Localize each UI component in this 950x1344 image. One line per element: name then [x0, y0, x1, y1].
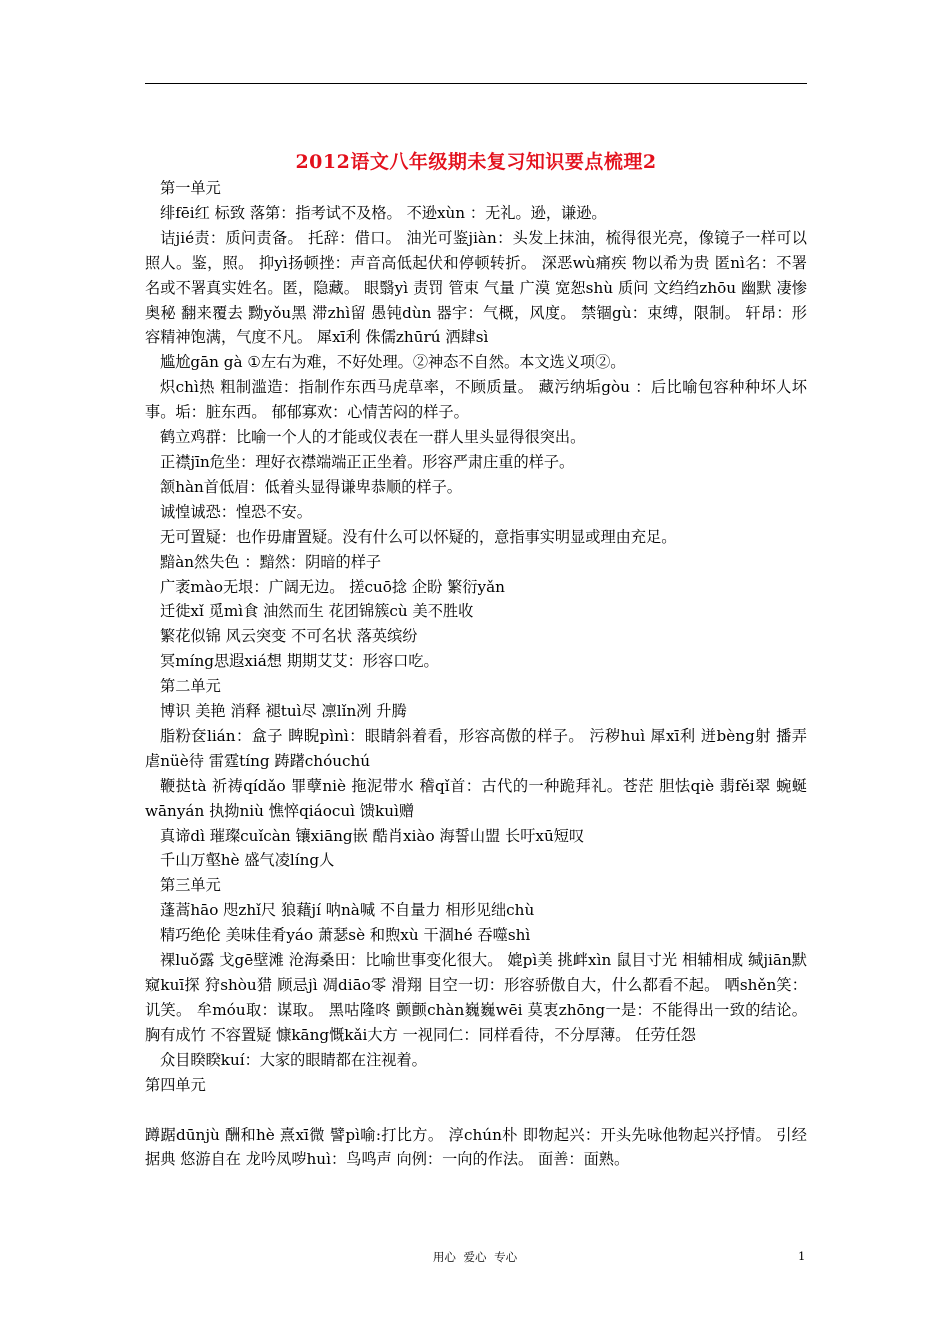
paragraph: 繁花似锦 风云突变 不可名状 落英缤纷	[160, 627, 418, 646]
paragraph: 绯fēi红 标致 落第：指考试不及格。 不逊xùn ：无礼。逊，谦逊。	[160, 203, 607, 222]
paragraph: 鹤立鸡群：比喻一个人的才能或仪表在一群人里头显得很突出。	[160, 428, 586, 447]
paragraph: 无可置疑：也作毋庸置疑。没有什么可以怀疑的，意指事实明显或理由充足。	[160, 527, 677, 546]
paragraph: 正襟jīn危坐：理好衣襟端端正正坐着。形容严肃庄重的样子。	[160, 452, 575, 471]
paragraph: 蹲踞dūnjù 酬和hè 熹xī微 譬pì喻:打比方。 淳chún朴 即物起兴：开头先咏他物起兴抒情。 引经据典 悠游自在 龙吟凤哕huì：鸟鸣声 向例：一向的作法。 面善：面熟。	[145, 1125, 807, 1169]
paragraph: 广袤mào无垠：广阔无边。 搓cuō捻 企盼 繁衍yǎn	[160, 577, 505, 596]
paragraph: 迁徙xǐ 觅mì食 油然而生 花团锦簇cù 美不胜收	[160, 602, 474, 621]
footer-motto: 用心 爱心 专心	[432, 1250, 518, 1264]
paragraph: 众目睽睽kuí：大家的眼睛都在注视着。	[160, 1050, 427, 1069]
paragraph: 裸luǒ露 戈gē壁滩 沧海桑田：比喻世事变化很大。 媲pì美 挑衅xìn 鼠目寸光 相辅相成 缄jiān默 窥kuī探 狩shòu猎 顾忌jì 凋diāo零 滑翔 目空一切：形容骄傲自大，什么都看不起。 哂shěn笑：讥笑。 牟móu取：谋取。 黑咕隆咚 颤颤chàn巍巍wēi 莫衷zhōng一是：不能得出一致的结论。 胸有成竹 不容置疑 慷kāng慨kǎi大方 一视同仁：同样看待，不分厚薄。 任劳任怨	[145, 951, 807, 1044]
unit-heading: 第一单元	[160, 179, 221, 197]
paragraph: 诚惶诚恐：惶恐不安。	[160, 502, 312, 521]
unit-heading: 第四单元	[145, 1075, 206, 1094]
paragraph: 冥míng思遐xiá想 期期艾艾：形容口吃。	[160, 652, 439, 671]
paragraph: 颔hàn首低眉：低着头显得谦卑恭顺的样子。	[160, 477, 462, 496]
page-number: 1	[798, 1249, 806, 1263]
header-rule	[145, 83, 807, 84]
paragraph: 诘jié责：质问责备。 托辞：借口。 油光可鉴jiàn：头发上抹油，梳得很光亮，像镜子一样可以照人。鉴，照。 抑yì扬顿挫：声音高低起伏和停顿转折。 深恶wù痛疾 物以希为贵 匿nì名：不署名或不署真实姓名。匿，隐藏。 眼翳yì 责罚 管束 气量 广漠 宽恕shù 质问 文绉绉zhōu 幽默 凄惨 奥秘 翻来覆去 黝yǒu黑 滞zhì留 愚钝dùn 器宇：气概，风度。 禁锢gù：束缚，限制。 轩昂：形容精神饱满，气度不凡。 犀xī利 侏儒zhūrú 洒肆sì	[145, 228, 807, 347]
document-body	[145, 176, 807, 1172]
paragraph: 炽chì热 粗制滥造：指制作东西马虎草率，不顾质量。 藏污纳垢gòu ：后比喻包容种种坏人坏事。垢：脏东西。 郁郁寡欢：心情苦闷的样子。	[145, 378, 807, 422]
paragraph: 鞭挞tà 祈祷qídǎo 罪孽niè 拖泥带水 稽qǐ首：古代的一种跪拜礼。苍茫 胆怯qiè 翡fěi翠 蜿蜒wānyán 执拗niù 憔悴qiáocuì 馈kuì赠	[145, 776, 807, 820]
unit-heading: 第二单元	[160, 677, 221, 696]
document-title: 2012语文八年级期未复习知识要点梳理2	[295, 151, 657, 173]
paragraph: 黯àn然失色 ：黯然：阴暗的样子	[160, 552, 382, 571]
unit-heading: 第三单元	[160, 876, 221, 895]
paragraph: 千山万壑hè 盛气凌líng人	[160, 851, 335, 870]
paragraph: 尴尬gān gà ①左右为难，不好处理。②神态不自然。本文选义项②。	[160, 353, 626, 372]
paragraph: 脂粉奁lián：盒子 睥睨pìnì：眼睛斜着看，形容高傲的样子。 污秽huì 犀xī利 迸bèng射 播弄 虐nüè待 雷霆tíng 踌躇chóuchú	[145, 726, 807, 770]
paragraph: 蓬蒿hāo 咫zhǐ尺 狼藉jí 呐nà喊 不自量力 相形见绌chù	[160, 901, 535, 920]
paragraph: 精巧绝伦 美味佳肴yáo 萧瑟sè 和煦xù 干涸hé 吞噬shì	[160, 926, 531, 945]
paragraph: 博识 美艳 消释 褪tuì尽 凛lǐn冽 升腾	[160, 702, 407, 721]
paragraph: 真谛dì 璀璨cuǐcàn 镶xiāng嵌 酷肖xiào 海誓山盟 长吁xū短叹	[160, 826, 585, 845]
